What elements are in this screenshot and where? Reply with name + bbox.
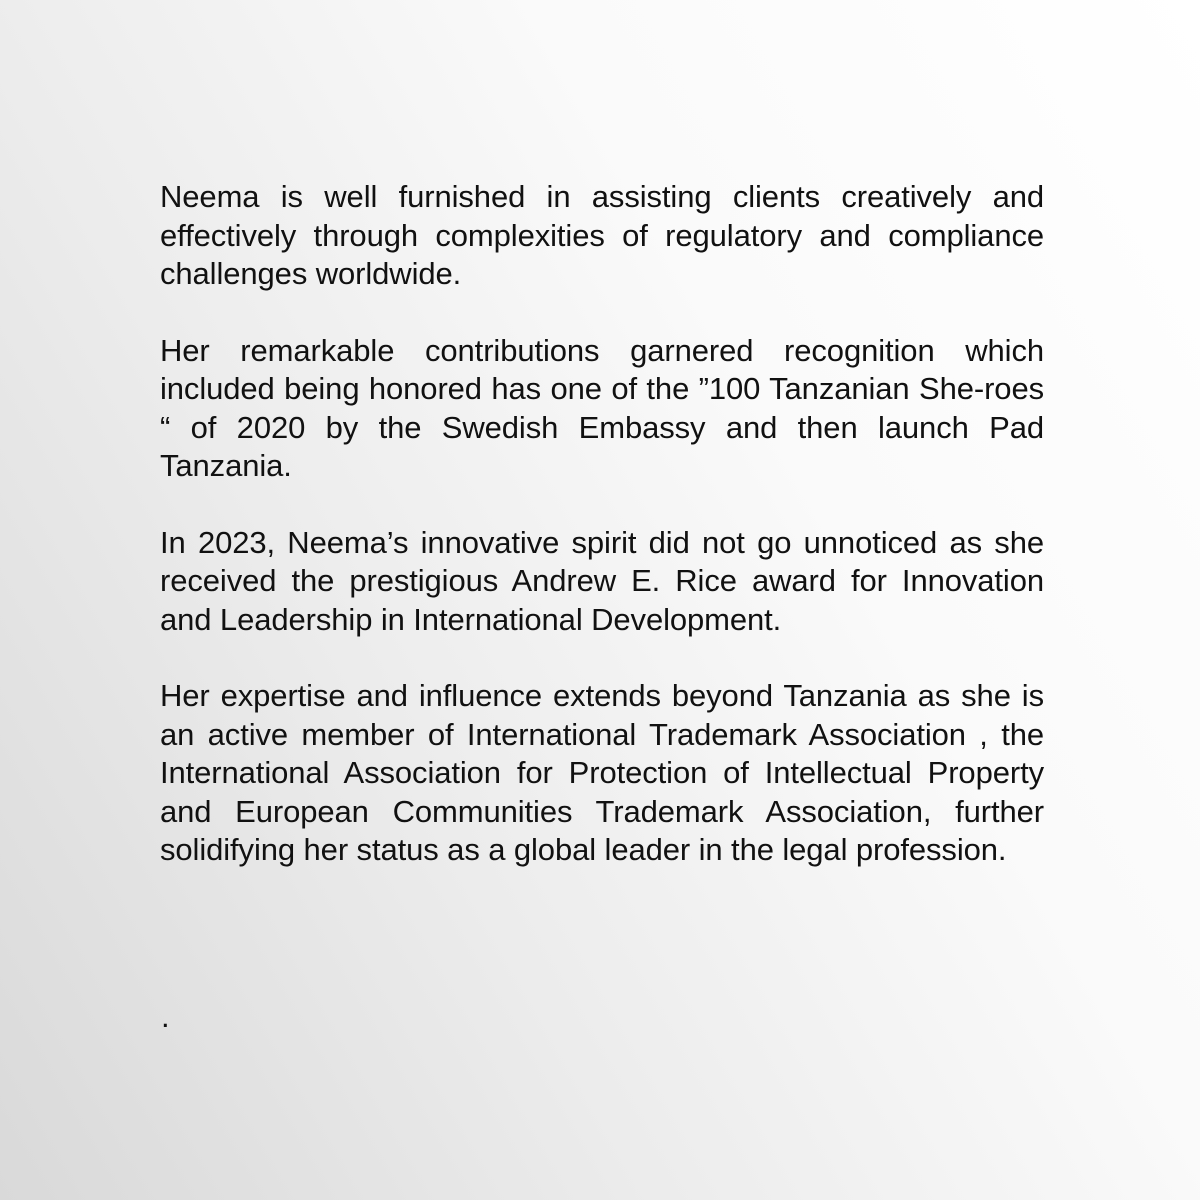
paragraph-memberships: Her expertise and influence extends beyond Tanzania as she is an active member of International Trademark Association , the International Association for Protection of Intellectual Property and European Communities Trademark Association, further solidifying her status as a global leader in the legal profession. — [160, 678, 1044, 867]
body-text — [160, 178, 1044, 908]
trailing-period: . — [161, 999, 170, 1034]
paragraph-recognition: Her remarkable contributions garnered recognition which included being honored has one of the ”100 Tanzanian She-roes “ of 2020 by the Swedish Embassy and then launch Pad Tanzania. — [160, 332, 1044, 483]
paragraph-award: In 2023, Neema’s innovative spirit did not go unnoticed as she received the prestigious Andrew E. Rice award for Innovation and Leadership in International Development. — [160, 524, 1044, 637]
paragraph-expertise: Neema is well furnished in assisting clients creatively and effectively through complexities of regulatory and compliance challenges worldwide. — [160, 179, 1044, 291]
